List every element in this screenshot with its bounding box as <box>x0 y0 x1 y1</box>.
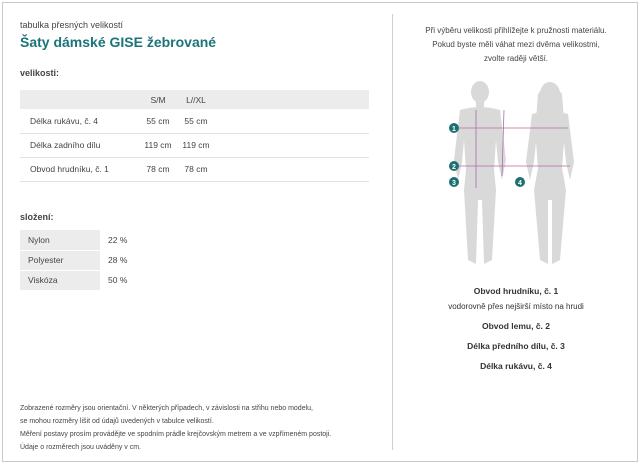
marker-3 <box>449 177 459 187</box>
row-value-sm: 119 cm <box>140 133 176 157</box>
legend-item-sleeve: Délka rukávu, č. 4 <box>480 361 552 371</box>
row-value-sm: 55 cm <box>140 109 176 133</box>
legend-item-chest: Obvod hrudníku, č. 1 <box>473 286 559 296</box>
marker-2 <box>449 161 459 171</box>
hint-line: Pokud byste měli váhat mezi dvěma velikostmi, <box>432 40 600 49</box>
body-measurement-figures <box>440 80 600 270</box>
table-row <box>20 109 369 133</box>
material-percent: 28 % <box>108 255 128 265</box>
row-value-sm: 78 cm <box>140 157 176 181</box>
table-row <box>20 270 127 290</box>
marker-1-label: 1 <box>452 126 456 133</box>
material-percent: 22 % <box>108 235 128 245</box>
composition-table <box>20 230 127 291</box>
size-col-header-name <box>20 90 140 109</box>
row-value-lxl: 55 cm <box>176 109 216 133</box>
header <box>20 20 370 50</box>
front-figure-silhouette <box>526 82 574 264</box>
legend-item-hem: Obvod lemu, č. 2 <box>481 321 551 331</box>
sizes-section-label: velikosti: <box>20 68 60 78</box>
composition-section-label: složení: <box>20 212 54 222</box>
column-divider <box>392 14 393 450</box>
note-line: se mohou rozměry lišit od údajů uvedených v tabulce velikostí. <box>20 418 214 425</box>
row-filler <box>216 133 369 157</box>
marker-4 <box>515 177 525 187</box>
row-value-lxl: 119 cm <box>176 133 216 157</box>
back-figure-silhouette <box>454 81 506 264</box>
marker-2-label: 2 <box>452 164 456 171</box>
size-table <box>20 90 369 182</box>
note-line: Měření postavy prosím provádějte ve spodním prádle krejčovským metrem a ve vzpřímeném postoji. <box>20 431 332 438</box>
row-label: Délka rukávu, č. 4 <box>20 109 140 133</box>
row-value-lxl: 78 cm <box>176 157 216 181</box>
table-row <box>20 230 127 250</box>
hint-line: zvolte raději větší. <box>483 54 549 63</box>
page-title: Šaty dámské GISE žebrované <box>20 34 217 50</box>
marker-4-label: 4 <box>518 180 522 187</box>
measurement-legend <box>396 286 636 371</box>
size-col-header-filler <box>216 90 369 109</box>
table-row <box>20 157 369 181</box>
size-col-header-sm: S/M <box>140 90 176 109</box>
row-filler <box>216 157 369 181</box>
table-row <box>20 250 127 270</box>
row-label: Obvod hrudníku, č. 1 <box>20 157 140 181</box>
page-subtitle: tabulka přesných velikostí <box>20 20 124 30</box>
material-name: Nylon <box>20 230 100 250</box>
note-line: Zobrazené rozměry jsou orientační. V některých případech, v závislosti na střihu nebo modelu, <box>20 405 313 412</box>
legend-item-chest-desc: vodorovně přes nejširší místo na hrudi <box>448 302 584 311</box>
material-name: Viskóza <box>20 270 100 290</box>
hint-line: Při výběru velikosti přihlížejte k pružnosti materiálu. <box>425 26 607 35</box>
size-hint <box>396 24 636 66</box>
table-row <box>20 133 369 157</box>
measurement-notes <box>20 402 380 454</box>
size-col-header-lxl: L//XL <box>176 90 216 109</box>
marker-3-label: 3 <box>452 180 456 187</box>
marker-1 <box>449 123 459 133</box>
row-label: Délka zadního dílu <box>20 133 140 157</box>
row-filler <box>216 109 369 133</box>
material-percent: 50 % <box>108 275 128 285</box>
size-table-header <box>20 90 369 109</box>
note-line: Údaje o rozměrech jsou uváděny v cm. <box>20 444 141 451</box>
legend-item-front-length: Délka předního dílu, č. 3 <box>467 341 565 351</box>
material-name: Polyester <box>20 250 100 270</box>
